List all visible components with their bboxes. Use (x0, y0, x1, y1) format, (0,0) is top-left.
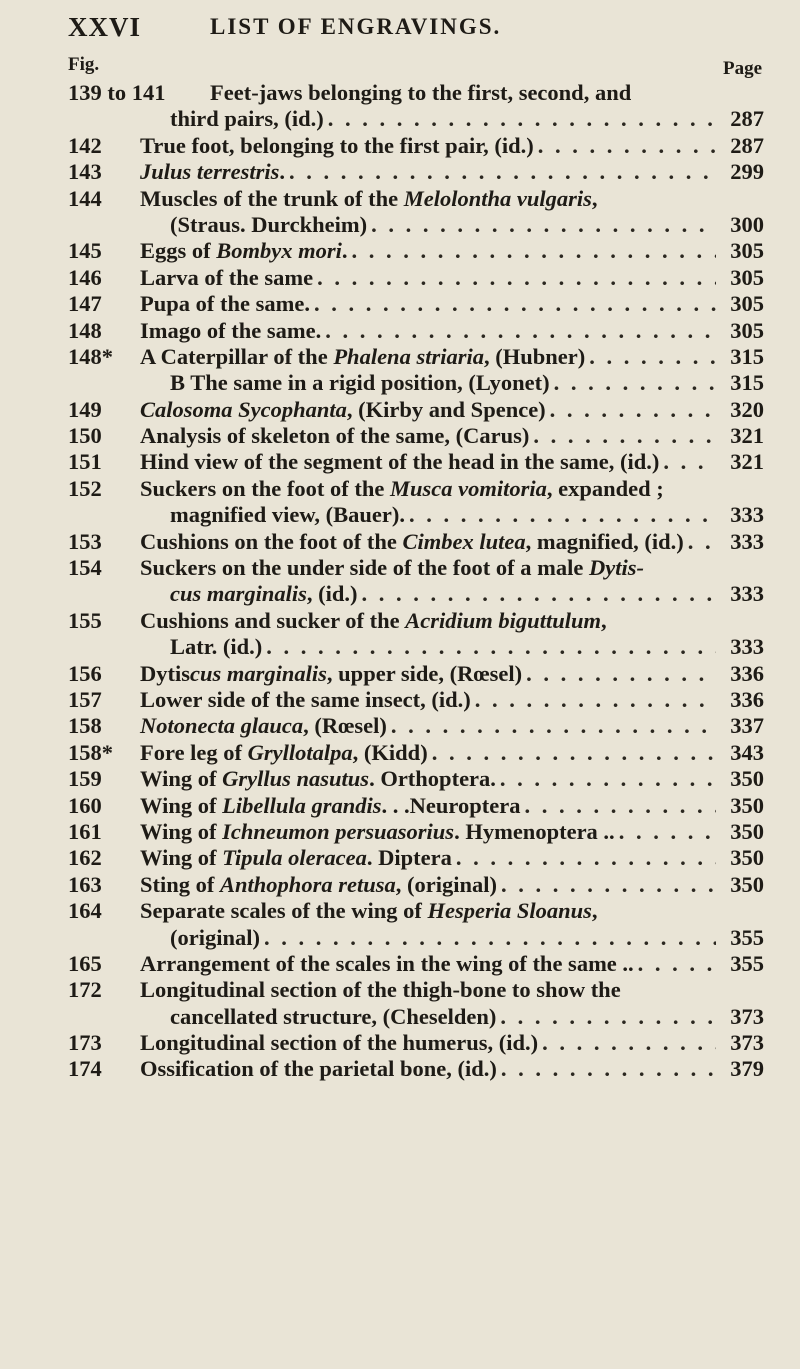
list-item (0, 291, 800, 317)
figure-number: 154 (68, 555, 102, 581)
list-item (0, 212, 800, 238)
entry-text: Notonecta glauca, (Rœsel) . . . (140, 713, 716, 739)
page-title: LIST OF ENGRAVINGS. (210, 14, 502, 39)
list-item (0, 845, 800, 871)
entry-text: Latr. (id.) . . . (170, 634, 716, 660)
entry-text: True foot, belonging to the first pair, (id.) . . . (140, 133, 716, 159)
figure-number: 156 (68, 660, 102, 686)
figure-number: 158 (68, 713, 102, 739)
figure-number: 164 (68, 898, 102, 924)
dot-leader (310, 291, 716, 317)
entry-text: cancellated structure, (Cheselden) . . . (170, 1004, 716, 1030)
figure-number: 151 (68, 449, 102, 475)
dot-leader (324, 106, 716, 132)
entry-text: (Straus. Durckheim) . . . (170, 212, 716, 238)
page-reference: 305 (730, 264, 764, 290)
page-reference: 333 (730, 502, 764, 528)
list-item (0, 793, 800, 819)
dot-leader (260, 925, 716, 951)
page-reference: 333 (730, 634, 764, 660)
page-reference: 373 (730, 1030, 764, 1056)
list-item (0, 397, 800, 423)
page-reference: 355 (730, 950, 764, 976)
engravings-list (0, 80, 800, 1083)
figure-number: 157 (68, 686, 102, 712)
dot-leader (496, 766, 716, 792)
entry-text: third pairs, (id.) . . . (170, 106, 716, 132)
figure-number: 172 (68, 977, 102, 1003)
page-reference: 315 (730, 343, 764, 369)
list-item (0, 133, 800, 159)
figure-number: 143 (68, 159, 102, 185)
figure-number: 152 (68, 475, 102, 501)
list-item (0, 238, 800, 264)
dot-leader (529, 423, 716, 449)
entry-text: Lower side of the same insect, (id.) . . . (140, 687, 716, 713)
list-item (0, 634, 800, 660)
figure-number: 160 (68, 792, 102, 818)
page-reference: 287 (730, 106, 764, 132)
page-reference: 300 (730, 211, 764, 237)
entry-text: Feet-jaws belonging to the first, second, and (210, 80, 632, 105)
dot-leader (285, 159, 716, 185)
dot-leader (497, 1056, 716, 1082)
entry-text: Imago of the same. . . . (140, 318, 716, 344)
figure-number: 139 to 141 (68, 80, 166, 105)
figure-number: 173 (68, 1030, 102, 1056)
page-number: XXVI (68, 12, 142, 42)
list-item (0, 476, 800, 502)
dot-leader (659, 449, 716, 475)
dot-leader (522, 661, 716, 687)
page-reference: 379 (730, 1056, 764, 1082)
entry-text: B The same in a rigid position, (Lyonet) . . . (170, 370, 716, 396)
entry-text: Suckers on the foot of the Musca vomitoria, expanded ; (140, 475, 664, 501)
entry-text: Suckers on the under side of the foot of a male Dytis- (140, 555, 644, 581)
dot-leader (615, 819, 716, 845)
page-reference: 337 (730, 713, 764, 739)
dot-leader (546, 397, 716, 423)
dot-leader (262, 634, 716, 660)
figure-number: 165 (68, 950, 102, 976)
dot-leader (471, 687, 716, 713)
figure-number: 145 (68, 238, 102, 264)
figure-number: 159 (68, 766, 102, 792)
entry-text: Wing of Libellula grandis. . .Neuroptera . . . (140, 793, 716, 819)
list-item (0, 872, 800, 898)
list-item (0, 713, 800, 739)
dot-leader (348, 238, 716, 264)
entry-text: Hind view of the segment of the head in the same, (id.) . . . (140, 449, 716, 475)
dot-leader (405, 502, 716, 528)
list-item (0, 318, 800, 344)
dot-leader (496, 1004, 716, 1030)
figure-number: 144 (68, 185, 102, 211)
figure-number: 174 (68, 1056, 102, 1082)
entry-text: Longitudinal section of the humerus, (id.) . . . (140, 1030, 716, 1056)
dot-leader (387, 713, 716, 739)
page-reference: 305 (730, 291, 764, 317)
figure-number: 148 (68, 317, 102, 343)
page-reference: 355 (730, 924, 764, 950)
dot-leader (321, 318, 716, 344)
page-reference: 333 (730, 581, 764, 607)
dot-leader (538, 1030, 716, 1056)
list-item (0, 449, 800, 475)
list-item (0, 1056, 800, 1082)
dot-leader (428, 740, 716, 766)
dot-leader (684, 529, 716, 555)
dot-leader (534, 133, 716, 159)
list-item (0, 951, 800, 977)
page-reference: 350 (730, 871, 764, 897)
entry-text: Fore leg of Gryllotalpa, (Kidd) . . . (140, 740, 716, 766)
list-item (0, 555, 800, 581)
page-reference: 321 (730, 423, 764, 449)
figure-number: 155 (68, 607, 102, 633)
list-item (0, 819, 800, 845)
figure-number: 163 (68, 871, 102, 897)
dot-leader (520, 793, 716, 819)
list-item (0, 423, 800, 449)
page-reference: 333 (730, 528, 764, 554)
entry-text: Julus terrestris. . . . (140, 159, 716, 185)
list-item (0, 502, 800, 528)
entry-text: Pupa of the same. . . . (140, 291, 716, 317)
list-item (0, 977, 800, 1003)
list-item (0, 766, 800, 792)
entry-text: Larva of the same . . . (140, 265, 716, 291)
page-reference: 299 (730, 159, 764, 185)
list-item (0, 925, 800, 951)
list-item (0, 898, 800, 924)
dot-leader (497, 872, 716, 898)
page-reference: 373 (730, 1003, 764, 1029)
page-reference: 287 (730, 132, 764, 158)
list-item (0, 344, 800, 370)
dot-leader (550, 370, 716, 396)
page-reference: 336 (730, 686, 764, 712)
page-header (0, 10, 800, 50)
list-item (0, 608, 800, 634)
dot-leader (313, 265, 716, 291)
page-reference: 350 (730, 766, 764, 792)
page-reference: 343 (730, 739, 764, 765)
list-item (0, 186, 800, 212)
dot-leader (367, 212, 716, 238)
page-reference: 315 (730, 370, 764, 396)
entry-text: Longitudinal section of the thigh-bone to show the (140, 977, 621, 1003)
list-item (0, 106, 800, 132)
page-reference: 336 (730, 660, 764, 686)
figure-number: 149 (68, 396, 102, 422)
list-item (0, 370, 800, 396)
list-item (0, 80, 800, 106)
entry-text: Ossification of the parietal bone, (id.) . . . (140, 1056, 716, 1082)
page-column-heading: Page (723, 58, 763, 79)
figure-number: 148* (68, 343, 113, 369)
entry-text: Cushions on the foot of the Cimbex lutea, magnified, (id.) . . . (140, 529, 716, 555)
figure-number: 142 (68, 132, 102, 158)
dot-leader (452, 845, 716, 871)
fig-column-heading: Fig. (68, 54, 100, 75)
entry-text: Dytiscus marginalis, upper side, (Rœsel) . . . (140, 661, 716, 687)
list-item (0, 1004, 800, 1030)
entry-text: cus marginalis, (id.) . . . (170, 581, 716, 607)
entry-text: Sting of Anthophora retusa, (original) . . . (140, 872, 716, 898)
figure-number: 150 (68, 423, 102, 449)
entry-text: Eggs of Bombyx mori. . . . (140, 238, 716, 264)
list-item (0, 661, 800, 687)
entry-text: Cushions and sucker of the Acridium biguttulum, (140, 607, 607, 633)
entry-text: magnified view, (Bauer). . . . (170, 502, 716, 528)
entry-text: (original) . . . (170, 925, 716, 951)
figure-number: 158* (68, 739, 113, 765)
page-reference: 320 (730, 396, 764, 422)
figure-number: 161 (68, 818, 102, 844)
dot-leader (358, 581, 716, 607)
page-reference: 305 (730, 317, 764, 343)
page-reference: 321 (730, 449, 764, 475)
list-item (0, 265, 800, 291)
page-reference: 350 (730, 792, 764, 818)
list-item (0, 687, 800, 713)
entry-text: Wing of Tipula oleracea. Diptera . . . (140, 845, 716, 871)
entry-text: A Caterpillar of the Phalena striaria, (Hubner) . . . (140, 344, 716, 370)
entry-text: Calosoma Sycophanta, (Kirby and Spence) . . . (140, 397, 716, 423)
figure-number: 162 (68, 845, 102, 871)
entry-text: Separate scales of the wing of Hesperia Sloanus, (140, 898, 598, 924)
entry-text: Muscles of the trunk of the Melolontha vulgaris, (140, 185, 598, 211)
page-reference: 350 (730, 818, 764, 844)
page-reference: 350 (730, 845, 764, 871)
figure-number: 153 (68, 528, 102, 554)
list-item (0, 159, 800, 185)
dot-leader (634, 951, 716, 977)
list-item (0, 1030, 800, 1056)
dot-leader (585, 344, 716, 370)
page-reference: 305 (730, 238, 764, 264)
entry-text: Wing of Ichneumon persuasorius. Hymenoptera .. . . . (140, 819, 716, 845)
list-item (0, 529, 800, 555)
entry-text: Wing of Gryllus nasutus. Orthoptera. . . . (140, 766, 716, 792)
entry-text: Arrangement of the scales in the wing of the same .. . . . (140, 951, 716, 977)
entry-text: Analysis of skeleton of the same, (Carus) . . . (140, 423, 716, 449)
list-item (0, 740, 800, 766)
figure-number: 147 (68, 291, 102, 317)
figure-number: 146 (68, 264, 102, 290)
list-item (0, 581, 800, 607)
